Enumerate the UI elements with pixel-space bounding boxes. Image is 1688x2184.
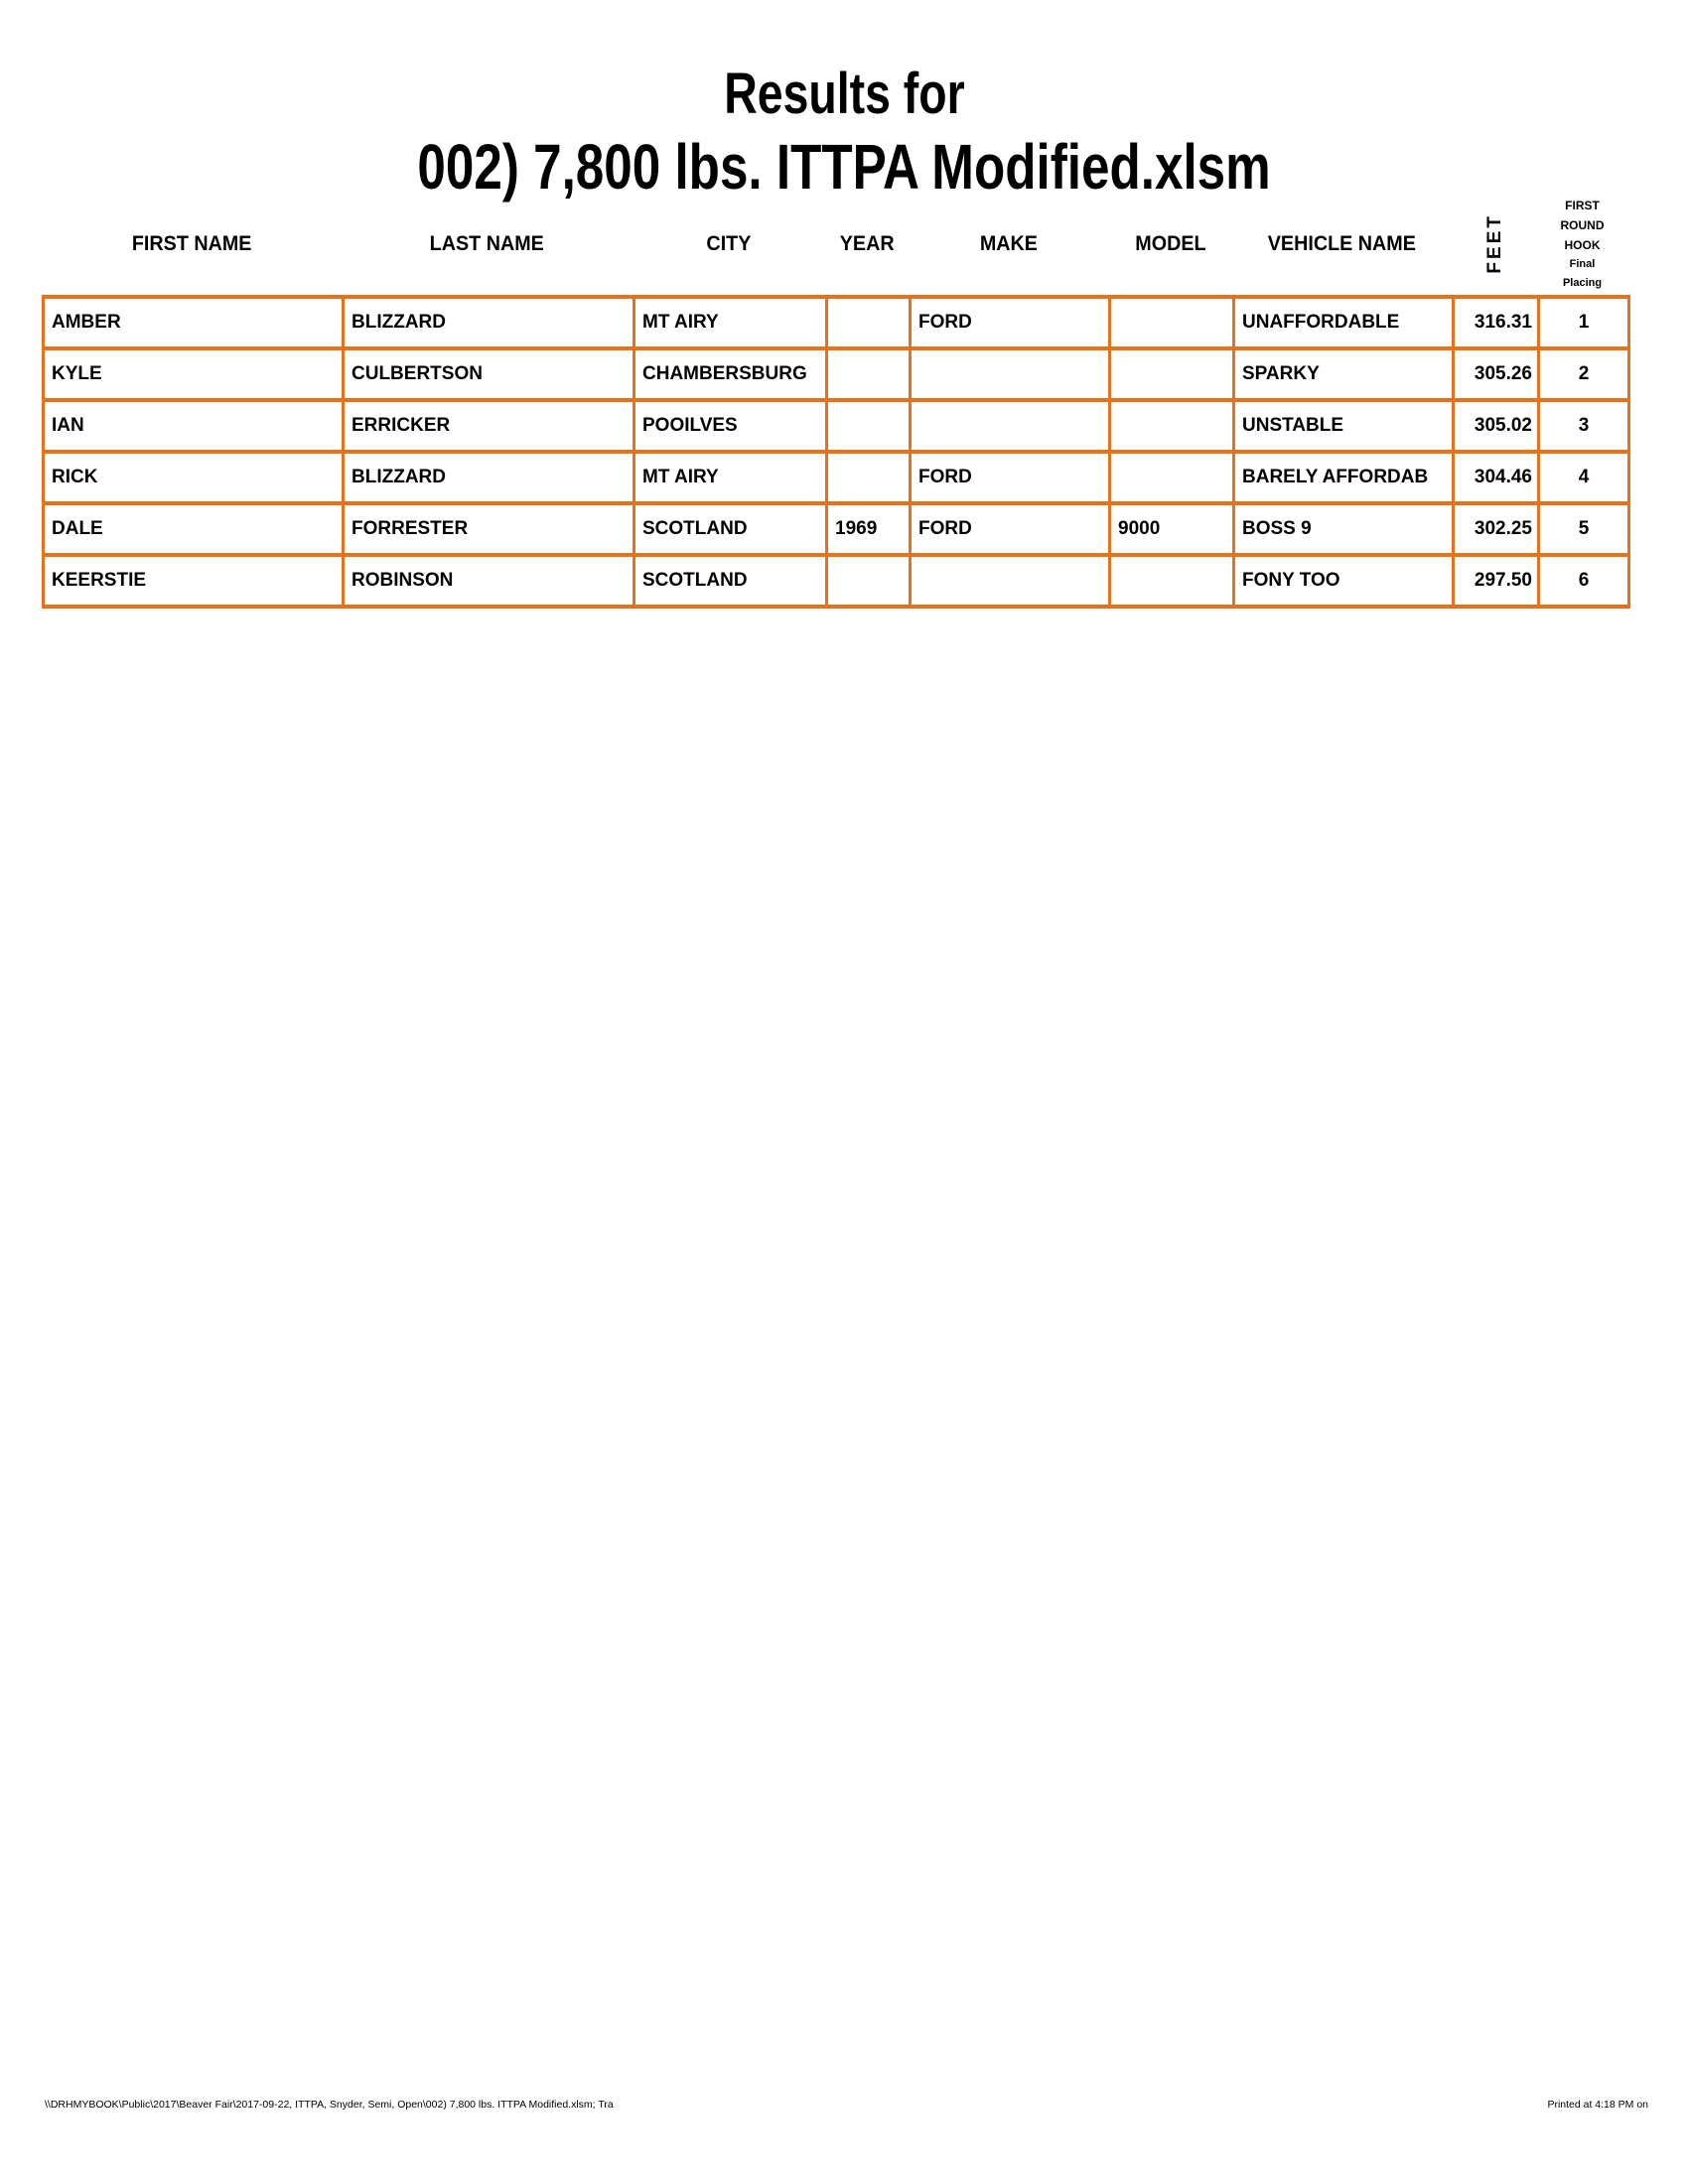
table-header-row xyxy=(42,193,1627,295)
report-title xyxy=(0,64,1688,201)
report-title-line2: 002) 7,800 lbs. ITTPA Modified.xlsm xyxy=(417,131,1271,203)
table-row xyxy=(44,400,1629,452)
column-header-make: MAKE xyxy=(979,231,1038,255)
cell-first_name: AMBER xyxy=(44,297,344,348)
table-row xyxy=(44,555,1629,607)
cell-vehicle_name: BOSS 9 xyxy=(1234,503,1454,555)
column-header-first-round-hook xyxy=(1537,193,1627,295)
hook-header-line: FIRST xyxy=(1565,198,1600,212)
cell-model xyxy=(1110,452,1234,503)
cell-feet: 297.50 xyxy=(1454,555,1539,607)
cell-model xyxy=(1110,555,1234,607)
cell-model xyxy=(1110,348,1234,400)
cell-city: SCOTLAND xyxy=(634,503,827,555)
cell-city: CHAMBERSBURG xyxy=(634,348,827,400)
cell-vehicle_name: SPARKY xyxy=(1234,348,1454,400)
cell-feet: 304.46 xyxy=(1454,452,1539,503)
cell-last_name: BLIZZARD xyxy=(344,452,634,503)
cell-year xyxy=(827,555,911,607)
cell-year xyxy=(827,297,911,348)
cell-placing: 2 xyxy=(1539,348,1629,400)
cell-placing: 4 xyxy=(1539,452,1629,503)
table-row xyxy=(44,503,1629,555)
cell-placing: 1 xyxy=(1539,297,1629,348)
hook-header-line: HOOK xyxy=(1564,237,1601,252)
column-header-vehicle-name: VEHICLE NAME xyxy=(1267,231,1417,255)
cell-year xyxy=(827,400,911,452)
cell-city: SCOTLAND xyxy=(634,555,827,607)
hook-header-line: ROUND xyxy=(1560,217,1605,232)
cell-feet: 316.31 xyxy=(1454,297,1539,348)
cell-last_name: FORRESTER xyxy=(344,503,634,555)
cell-make xyxy=(911,348,1110,400)
footer-file-path: \\DRHMYBOOK\Public\2017\Beaver Fair\2017-09-22, ITTPA, Snyder, Semi, Open\002) 7,800 lbs. ITTPA Modified.xlsm; Tra xyxy=(45,2099,614,2111)
column-header-feet xyxy=(1452,193,1537,295)
cell-last_name: ERRICKER xyxy=(344,400,634,452)
cell-placing: 6 xyxy=(1539,555,1629,607)
cell-vehicle_name: UNSTABLE xyxy=(1234,400,1454,452)
cell-make xyxy=(911,555,1110,607)
cell-make: FORD xyxy=(911,452,1110,503)
results-table xyxy=(42,295,1630,609)
cell-city: MT AIRY xyxy=(634,297,827,348)
cell-last_name: ROBINSON xyxy=(344,555,634,607)
report-title-line1: Results for xyxy=(723,62,965,126)
cell-year xyxy=(827,348,911,400)
hook-header-line: Final xyxy=(1569,257,1596,270)
cell-placing: 3 xyxy=(1539,400,1629,452)
cell-first_name: RICK xyxy=(44,452,344,503)
cell-model: 9000 xyxy=(1110,503,1234,555)
cell-make: FORD xyxy=(911,297,1110,348)
cell-feet: 305.26 xyxy=(1454,348,1539,400)
footer-printed-time: Printed at 4:18 PM on xyxy=(1547,2099,1648,2111)
feet-vertical-label: FEET xyxy=(1483,213,1505,274)
column-header-first-name: FIRST NAME xyxy=(131,231,252,255)
cell-city: POOILVES xyxy=(634,400,827,452)
cell-vehicle_name: BARELY AFFORDAB xyxy=(1234,452,1454,503)
cell-vehicle_name: FONY TOO xyxy=(1234,555,1454,607)
column-header-last-name: LAST NAME xyxy=(429,231,545,255)
column-header-model: MODEL xyxy=(1134,231,1206,255)
table-row xyxy=(44,297,1629,348)
cell-first_name: IAN xyxy=(44,400,344,452)
cell-feet: 302.25 xyxy=(1454,503,1539,555)
cell-placing: 5 xyxy=(1539,503,1629,555)
column-header-city: CITY xyxy=(706,231,752,255)
cell-year xyxy=(827,452,911,503)
cell-vehicle_name: UNAFFORDABLE xyxy=(1234,297,1454,348)
hook-header-line: Placing xyxy=(1562,276,1603,289)
cell-year: 1969 xyxy=(827,503,911,555)
cell-model xyxy=(1110,400,1234,452)
cell-first_name: KYLE xyxy=(44,348,344,400)
cell-city: MT AIRY xyxy=(634,452,827,503)
cell-feet: 305.02 xyxy=(1454,400,1539,452)
cell-make: FORD xyxy=(911,503,1110,555)
table-row xyxy=(44,452,1629,503)
cell-first_name: KEERSTIE xyxy=(44,555,344,607)
column-header-year: YEAR xyxy=(839,231,895,255)
results-table-body xyxy=(44,297,1629,607)
table-row xyxy=(44,348,1629,400)
cell-model xyxy=(1110,297,1234,348)
cell-first_name: DALE xyxy=(44,503,344,555)
cell-last_name: BLIZZARD xyxy=(344,297,634,348)
cell-last_name: CULBERTSON xyxy=(344,348,634,400)
cell-make xyxy=(911,400,1110,452)
